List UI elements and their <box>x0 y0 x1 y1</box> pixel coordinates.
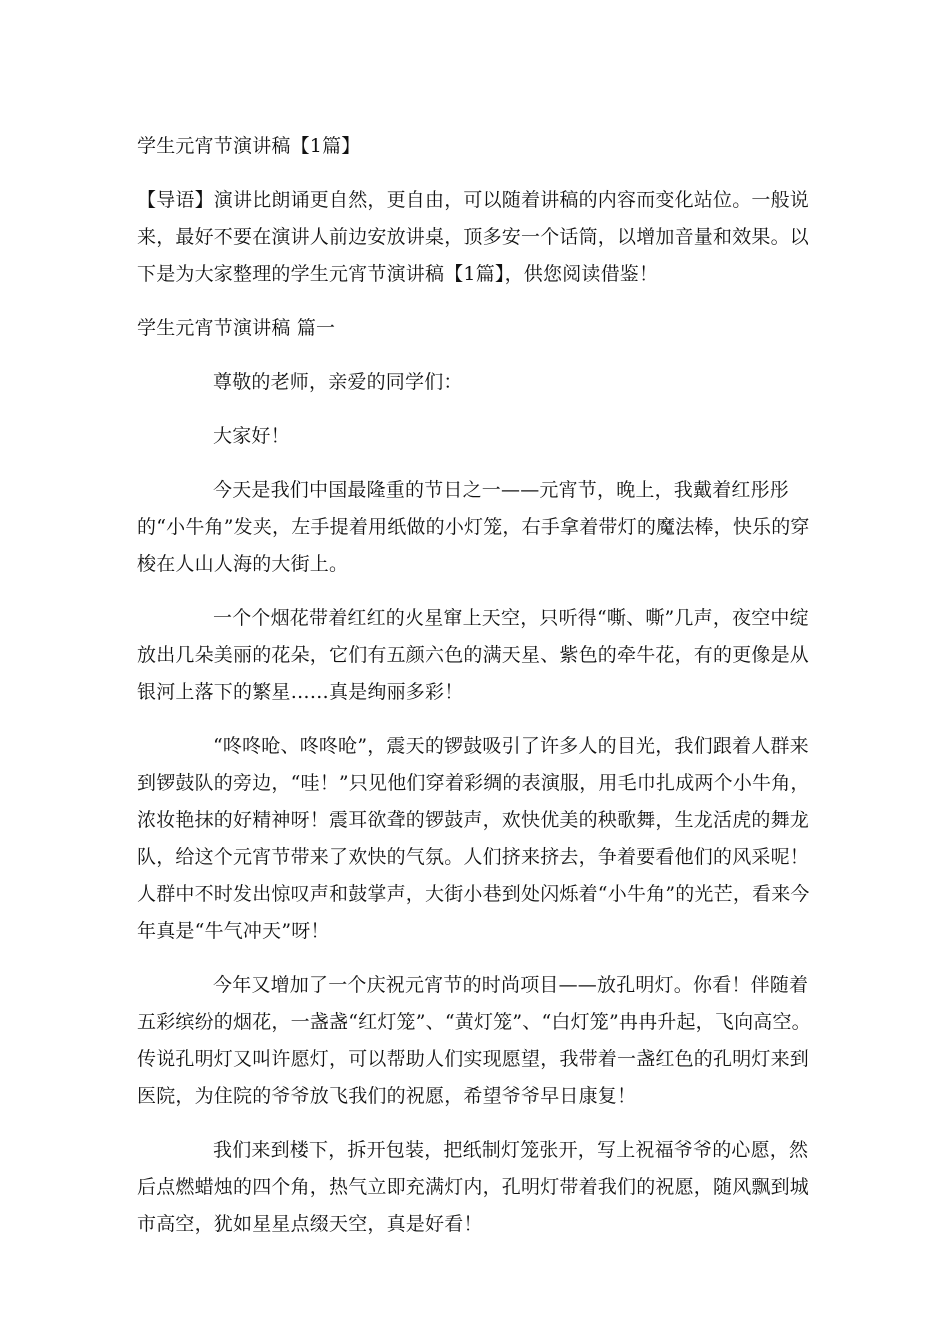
greeting: 大家好！ <box>213 425 290 447</box>
document-title: 学生元宵节演讲稿【1篇】 <box>137 135 361 157</box>
intro-paragraph: 【导语】演讲比朗诵更自然，更自由，可以随着讲稿的内容而变化站位。一般说来，最好不要在演讲人前边安放讲桌，顶多安一个话筒，以增加音量和效果。以下是为大家整理的学生元宵节演讲稿【1篇】，供您阅读借鉴！ <box>137 189 810 285</box>
body-paragraph: 今天是我们中国最隆重的节日之一——元宵节，晚上，我戴着红彤彤的“小牛角”发夹，左手提着用纸做的小灯笼，右手拿着带灯的魔法棒，快乐的穿梭在人山人海的大街上。 <box>137 479 810 575</box>
body-paragraph: “咚咚呛、咚咚呛”，震天的锣鼓吸引了许多人的目光，我们跟着人群来到锣鼓队的旁边，“哇！”只见他们穿着彩绸的表演服，用毛巾扎成两个小牛角，浓妆艳抹的好精神呀！震耳欲聋的锣鼓声，欢快优美的秧歌舞，生龙活虎的舞龙队，给这个元宵节带来了欢快的气氛。人们挤来挤去，争着要看他们的风采呢！人群中不时发出惊叹声和鼓掌声，大街小巷到处闪烁着“小牛角”的光芒，看来今年真是“牛气冲天”呀！ <box>137 735 810 942</box>
body-paragraph: 今年又增加了一个庆祝元宵节的时尚项目——放孔明灯。你看！伴随着五彩缤纷的烟花，一盏盏“红灯笼”、“黄灯笼”、“白灯笼”冉冉升起，飞向高空。传说孔明灯又叫许愿灯，可以帮助人们实现愿望，我带着一盏红色的孔明灯来到医院，为住院的爷爷放飞我们的祝愿，希望爷爷早日康复！ <box>137 974 811 1107</box>
body-paragraph: 一个个烟花带着红红的火星窜上天空，只听得“嘶、嘶”几声，夜空中绽放出几朵美丽的花朵，它们有五颜六色的满天星、紫色的牵牛花，有的更像是从银河上落下的繁星……真是绚丽多彩！ <box>137 607 810 703</box>
document-body <box>137 128 812 1260</box>
body-paragraph: 我们来到楼下，拆开包装，把纸制灯笼张开，写上祝福爷爷的心愿，然后点燃蜡烛的四个角，热气立即充满灯内，孔明灯带着我们的祝愿，随风飘到城市高空，犹如星星点缀天空，真是好看！ <box>137 1139 810 1235</box>
salutation: 尊敬的老师，亲爱的同学们： <box>213 371 463 393</box>
section-title: 学生元宵节演讲稿 篇一 <box>137 317 336 339</box>
